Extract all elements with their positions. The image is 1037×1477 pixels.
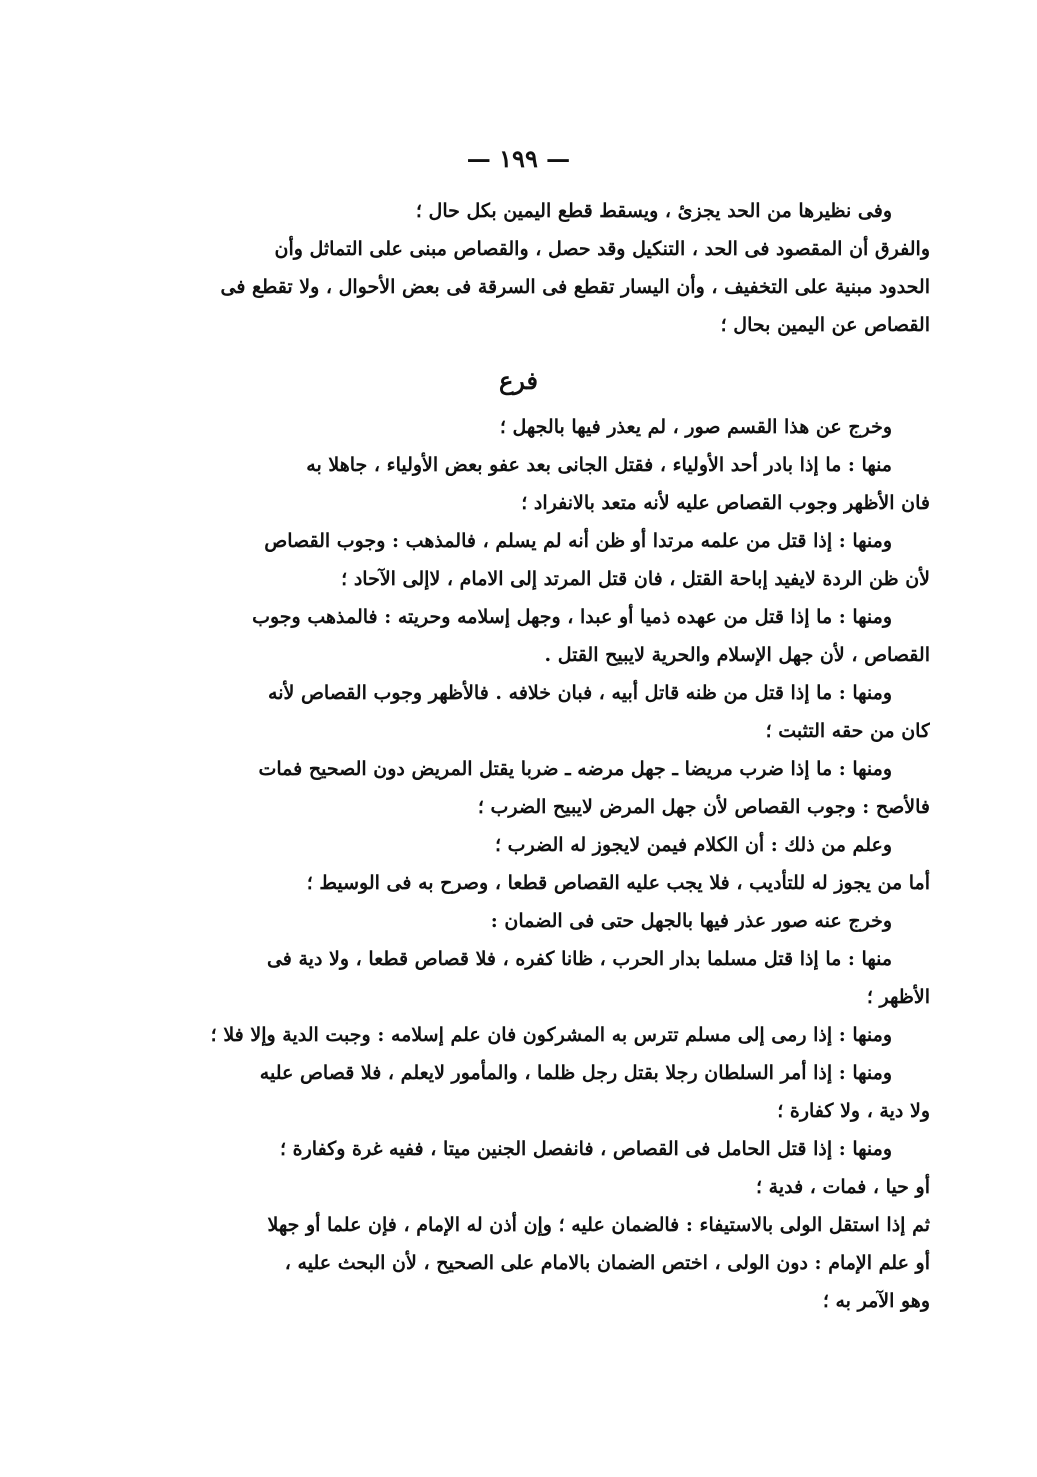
text-line: وفى نظيرها من الحد يجزئ ، ويسقط قطع اليمين بكل حال ؛ (415, 200, 892, 222)
text-line: فان الأظهر وجوب القصاص عليه لأنه متعد بالانفراد ؛ (521, 492, 930, 514)
text-line: كان من حقه التثبت ؛ (765, 720, 930, 742)
text-line: أو علم الإمام : دون الولى ، اختص الضمان بالامام على الصحيح ، لأن البحث عليه ، (284, 1252, 930, 1274)
text-line: ومنها : ما إذا ضرب مريضا ـ جهل مرضه ـ ضربا يقتل المريض دون الصحيح فمات (258, 758, 892, 780)
text-line: القصاص عن اليمين بحال ؛ (720, 314, 930, 336)
text-line: ومنها : ما إذا قتل من ظنه قاتل أبيه ، فبان خلافه . فالأظهر وجوب القصاص لأنه (268, 682, 892, 704)
text-line: والفرق أن المقصود فى الحد ، التنكيل وقد حصل ، والقصاص مبنى على التماثل وأن (274, 238, 930, 260)
text-line: وهو الآمر به ؛ (822, 1290, 930, 1312)
text-line: أما من يجوز له للتأديب ، فلا يجب عليه القصاص قطعا ، وصرح به فى الوسيط ؛ (306, 872, 930, 894)
text-line: ثم إذا استقل الولى بالاستيفاء : فالضمان عليه ؛ وإن أذن له الإمام ، فإن علما أو جهلا (267, 1214, 930, 1236)
page-number: — ١٩٩ — (466, 144, 571, 173)
text-line: ومنها : إذا قتل الحامل فى القصاص ، فانفصل الجنين ميتا ، ففيه غرة وكفارة ؛ (280, 1138, 892, 1160)
text-line: الحدود مبنية على التخفيف ، وأن اليسار تقطع فى السرقة فى بعض الأحوال ، ولا تقطع فى (220, 276, 930, 298)
section-one (170, 192, 930, 344)
text-line: ولا دية ، ولا كفارة ؛ (777, 1100, 930, 1122)
section-two (170, 408, 930, 1320)
text-line: وعلم من ذلك : أن الكلام فيمن لايجوز له الضرب ؛ (495, 834, 892, 856)
text-line: وخرج عن هذا القسم صور ، لم يعذر فيها بالجهل ؛ (499, 416, 892, 438)
text-line: لأن ظن الردة لايفيد إباحة القتل ، فان قتل المرتد إلى الامام ، لاإلى الآحاد ؛ (341, 568, 930, 590)
section-heading: فرع (498, 366, 539, 395)
text-line: وخرج عنه صور عذر فيها بالجهل حتى فى الضمان : (490, 910, 892, 932)
text-line: القصاص ، لأن جهل الإسلام والحرية لايبيح القتل . (544, 644, 930, 666)
text-line: منها : ما إذا بادر أحد الأولياء ، فقتل الجانى بعد عفو بعض الأولياء ، جاهلا به (306, 454, 892, 476)
text-line: فالأصح : وجوب القصاص لأن جهل المرض لايبيح الضرب ؛ (477, 796, 930, 818)
text-line: الأظهر ؛ (866, 986, 930, 1008)
text-line: منها : ما إذا قتل مسلما بدار الحرب ، ظانا كفره ، فلا قصاص قطعا ، ولا دية فى (266, 948, 892, 970)
text-line: ومنها : إذا رمى إلى مسلم تترس به المشركون فان علم إسلامه : وجبت الدية وإلا فلا ؛ (210, 1024, 892, 1046)
text-line: ومنها : إذا أمر السلطان رجلا بقتل رجل ظلما ، والمأمور لايعلم ، فلا قصاص عليه (259, 1062, 892, 1084)
text-line: ومنها : ما إذا قتل من عهده ذميا أو عبدا ، وجهل إسلامه وحريته : فالمذهب وجوب (252, 606, 892, 628)
text-line: ومنها : إذا قتل من علمه مرتدا أو ظن أنه لم يسلم ، فالمذهب : وجوب القصاص (264, 530, 892, 552)
text-line: أو حيا ، فمات ، فدية ؛ (756, 1176, 930, 1198)
